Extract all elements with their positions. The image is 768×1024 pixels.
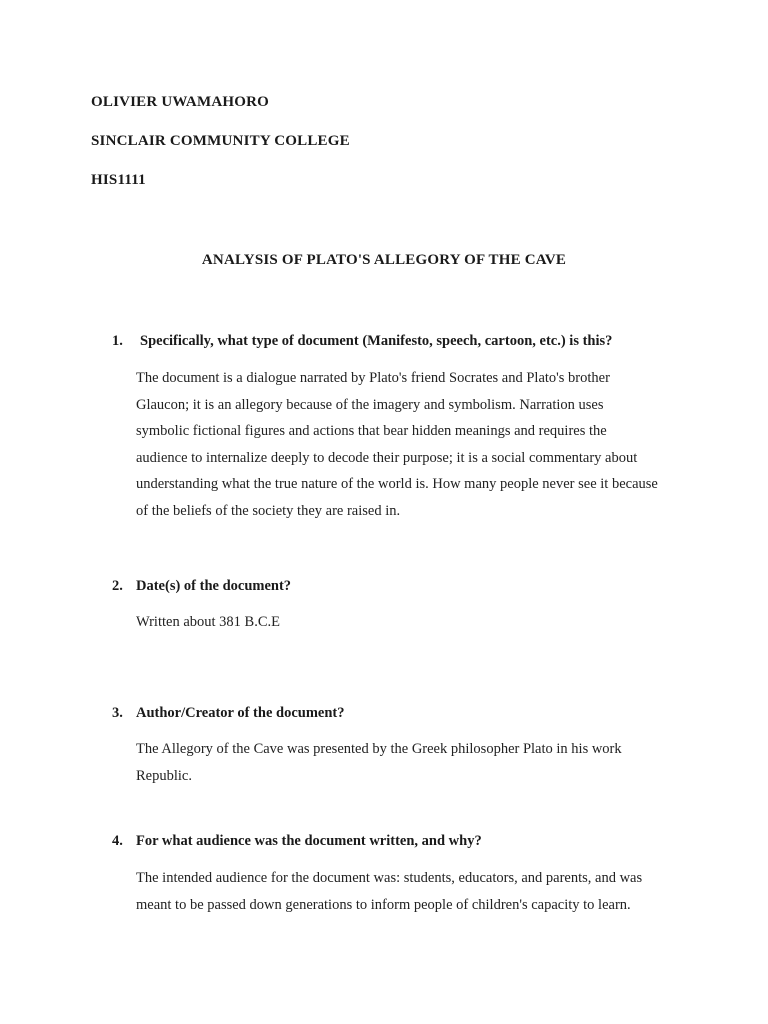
answer-paragraph bbox=[136, 365, 696, 525]
document-title: ANALYSIS OF PLATO'S ALLEGORY OF THE CAVE bbox=[201, 252, 567, 268]
answer-line: The intended audience for the document was: students, educators, and parents, and was bbox=[136, 870, 643, 886]
question-text: For what audience was the document written, and why? bbox=[136, 833, 482, 849]
course-code: HIS1111 bbox=[91, 172, 146, 188]
college-name: SINCLAIR COMMUNITY COLLEGE bbox=[91, 133, 350, 149]
answer-line: symbolic fictional figures and actions that bear hidden meanings and requires the bbox=[136, 423, 607, 440]
question-number: 2. bbox=[112, 578, 123, 594]
answer-line: Written about 381 B.C.E bbox=[136, 614, 280, 630]
question-text: Date(s) of the document? bbox=[136, 578, 292, 594]
question-text: Author/Creator of the document? bbox=[136, 705, 345, 721]
answer-line: meant to be passed down generations to inform people of children's capacity to learn. bbox=[136, 896, 631, 913]
answer-line: Glaucon; it is an allegory because of the imagery and symbolism. Narration uses bbox=[136, 396, 604, 413]
answer-line: The document is a dialogue narrated by Plato's friend Socrates and Plato's brother bbox=[136, 370, 610, 386]
question-number: 1. bbox=[112, 333, 123, 349]
answer-paragraph bbox=[136, 736, 696, 789]
question-number: 3. bbox=[112, 705, 123, 721]
author-name: OLIVIER UWAMAHORO bbox=[91, 94, 269, 110]
answer-paragraph bbox=[136, 609, 696, 636]
answer-paragraph bbox=[136, 865, 696, 918]
question-number: 4. bbox=[112, 833, 123, 849]
answer-line: understanding what the true nature of the world is. How many people never see it because bbox=[136, 476, 658, 493]
answer-line: Republic. bbox=[136, 767, 192, 784]
answer-line: The Allegory of the Cave was presented by the Greek philosopher Plato in his work bbox=[136, 741, 622, 757]
answer-line: audience to internalize deeply to decode their purpose; it is a social commentary about bbox=[136, 449, 638, 466]
answer-line: of the beliefs of the society they are raised in. bbox=[136, 502, 401, 519]
question-text: Specifically, what type of document (Manifesto, speech, cartoon, etc.) is this? bbox=[140, 333, 613, 349]
